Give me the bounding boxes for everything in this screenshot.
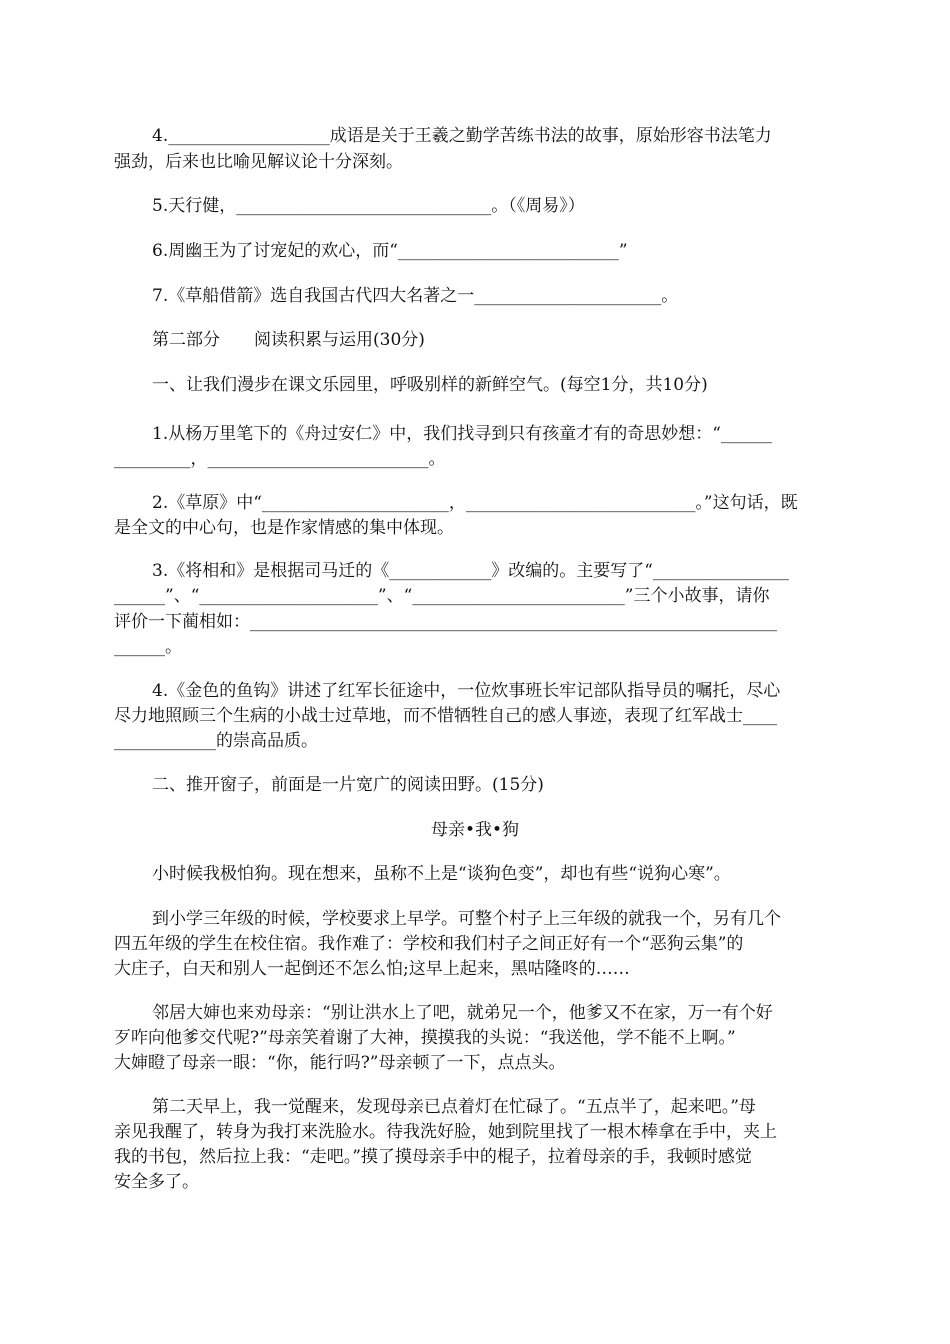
r3-line-2: ______”、“_____________________”、“_________________________”三个小故事，请你 [114,586,770,606]
q7-line: 7.《草船借箭》选自我国古代四大名著之一______________________。 [152,286,679,306]
r2-line-2: 是全文的中心句，也是作家情感的集中体现。 [114,518,454,538]
para-3-line-1: 邻居大婶也来劝母亲：“别让洪水上了吧，就弟兄一个，他爹又不在家，万一有个好 [152,1003,773,1023]
para-3-line-3: 大婶瞪了母亲一眼：“你，能行吗?”母亲顿了一下，点点头。 [114,1053,566,1073]
para-2-line-1: 到小学三年级的时候，学校要求上早学。可整个村子上三年级的就我一个，另有几个 [152,909,781,929]
para-2-line-3: 大庄子，白天和别人一起倒还不怎么怕;这早上起来，黑咕隆咚的…… [114,959,630,979]
r2-line-1: 2.《草原》中“______________________，___________________________。”这句话，既 [152,493,798,513]
r4-line-1: 4.《金色的鱼钩》讲述了红军长征途中，一位炊事班长牢记部队指导员的嘱托，尽心 [152,681,781,701]
q4-line-1: 4.___________________成语是关于王羲之勤学苦练书法的故事，原始形容书法笔力 [152,126,772,146]
q5-line: 5.天行健，______________________________。（《周易》） [152,196,585,216]
r1-line-2: _________，__________________________。 [114,449,446,469]
r1-line-1: 1.从杨万里笔下的《舟过安仁》中，我们找寻到只有孩童才有的奇思妙想：“______ [152,424,772,444]
part-two-heading: 第二部分 阅读积累与运用(30分) [152,330,425,350]
para-1-line-1: 小时候我极怕狗。现在想来，虽称不上是“谈狗色变”，却也有些“说狗心寒”。 [152,864,731,884]
para-4-line-4: 安全多了。 [114,1172,199,1192]
r4-line-3: ____________的崇高品质。 [114,731,318,751]
para-2-line-2: 四五年级的学生在校住宿。我作难了：学校和我们村子之间正好有一个“恶狗云集”的 [114,934,744,954]
r3-line-1: 3.《将相和》是根据司马迁的《____________》改编的。主要写了“________________ [152,561,789,581]
para-4-line-2: 亲见我醒了，转身为我打来洗脸水。待我洗好脸，她到院里找了一根木棒拿在手中，夹上 [114,1122,777,1142]
r3-line-3: 评价一下蔺相如：______________________________________________________________ [114,612,777,632]
section-one-heading: 一、让我们漫步在课文乐园里，呼吸别样的新鲜空气。(每空1分，共10分) [152,375,708,395]
para-3-line-2: 歹咋向他爹交代呢?”母亲笑着谢了大神，摸摸我的头说：“我送他，学不能不上啊。” [114,1028,736,1048]
r3-line-4: ______。 [114,637,182,657]
para-4-line-3: 我的书包，然后拉上我：“走吧。”摸了摸母亲手中的棍子，拉着母亲的手，我顿时感觉 [114,1147,752,1167]
q4-line-2: 强劲，后来也比喻见解议论十分深刻。 [114,152,403,172]
para-4-line-1: 第二天早上，我一觉醒来，发现母亲已点着灯在忙碌了。“五点半了，起来吧。”母 [152,1097,756,1117]
q6-line: 6.周幽王为了讨宠妃的欢心，而“__________________________” [152,241,628,261]
section-two-heading: 二、推开窗子，前面是一片宽广的阅读田野。(15分) [152,775,544,795]
article-title: 母亲•我•狗 [430,820,520,840]
r4-line-2: 尽力地照顾三个生病的小战士过草地，而不惜牺牲自己的感人事迹，表现了红军战士____ [114,706,777,726]
